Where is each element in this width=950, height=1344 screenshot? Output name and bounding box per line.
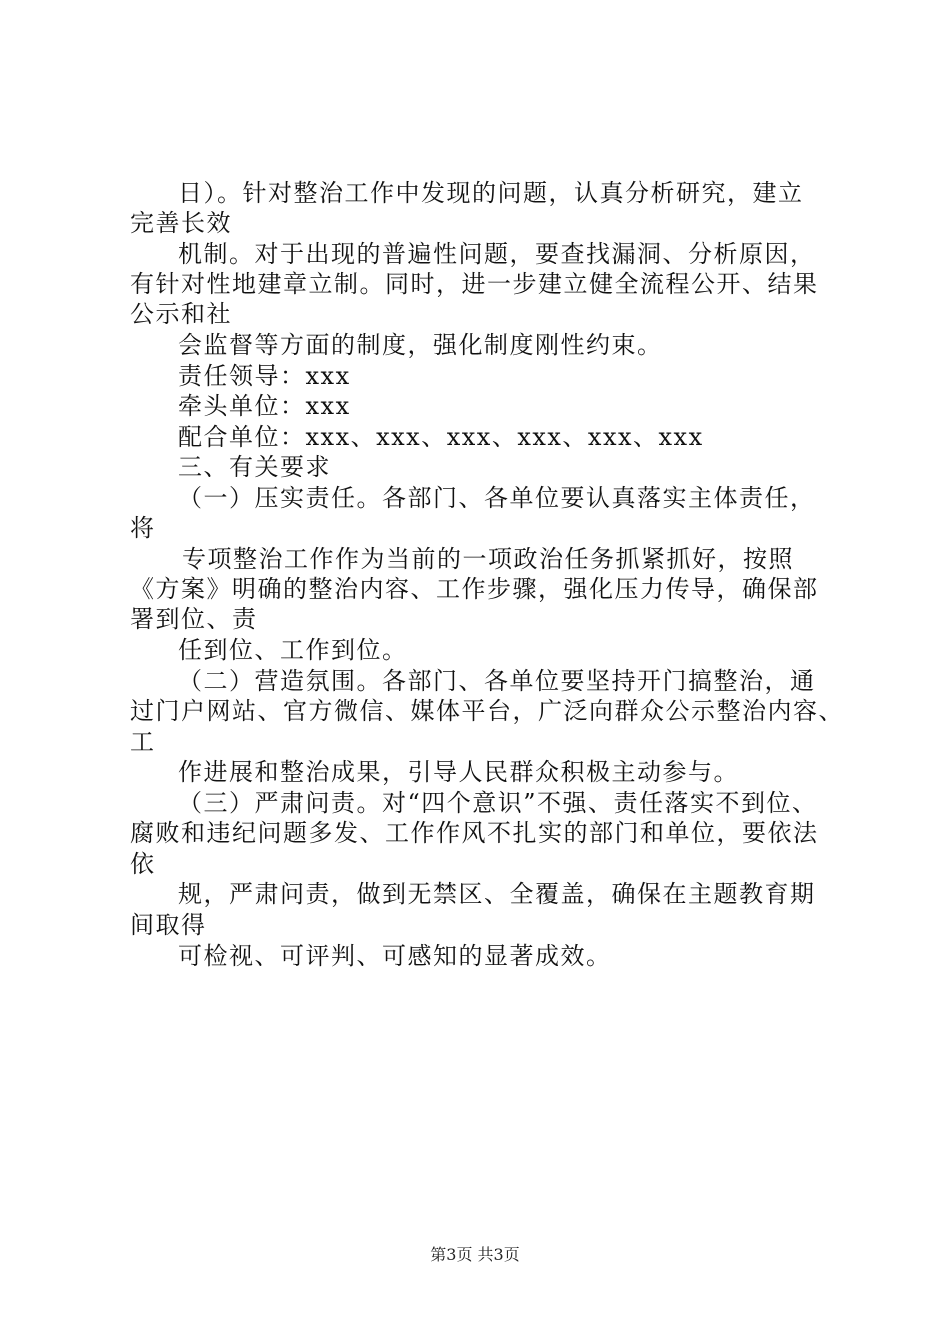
text-line: 机制。对于出现的普遍性问题，要查找漏洞、分析原因， bbox=[178, 240, 816, 268]
text-line: 将 bbox=[130, 514, 156, 542]
text-line: （一）压实责任。各部门、各单位要认真落实主体责任， bbox=[178, 484, 816, 512]
text-line: 工 bbox=[130, 728, 156, 756]
text-line: 公示和社 bbox=[130, 300, 232, 328]
text-line: 可检视、可评判、可感知的显著成效。 bbox=[178, 942, 612, 970]
text-line: 专项整治工作作为当前的一项政治任务抓紧抓好，按照 bbox=[182, 545, 794, 573]
text-line: 任到位、工作到位。 bbox=[178, 636, 408, 664]
cooperating-units: 配合单位：xxx、xxx、xxx、xxx、xxx、xxx bbox=[178, 423, 704, 451]
responsible-leader: 责任领导：xxx bbox=[178, 362, 351, 390]
text-line: 署到位、责 bbox=[130, 605, 258, 633]
text-line: 间取得 bbox=[130, 911, 207, 939]
text-line: 日）。针对整治工作中发现的问题，认真分析研究，建立 bbox=[178, 179, 804, 207]
text-line: 依 bbox=[130, 850, 156, 878]
text-line: 有针对性地建章立制。同时，进一步建立健全流程公开、结果 bbox=[130, 270, 819, 298]
text-line: 会监督等方面的制度，强化制度刚性约束。 bbox=[178, 331, 663, 359]
text-line: （二）营造氛围。各部门、各单位要坚持开门搞整治，通 bbox=[178, 667, 816, 695]
text-line: 作进展和整治成果，引导人民群众积极主动参与。 bbox=[178, 758, 739, 786]
text-line: 腐败和违纪问题多发、工作作风不扎实的部门和单位，要依法 bbox=[130, 819, 819, 847]
section-heading: 三、有关要求 bbox=[178, 453, 331, 481]
text-line: 过门户网站、官方微信、媒体平台，广泛向群众公示整治内容、 bbox=[130, 697, 844, 725]
text-line: 规，严肃问责，做到无禁区、全覆盖，确保在主题教育期 bbox=[178, 880, 816, 908]
text-line: （三）严肃问责。对“四个意识”不强、责任落实不到位、 bbox=[178, 789, 818, 817]
page-number-footer: 第3页 共3页 bbox=[430, 1245, 520, 1264]
text-line: 《方案》明确的整治内容、工作步骤，强化压力传导，确保部 bbox=[130, 575, 819, 603]
lead-unit: 牵头单位：xxx bbox=[178, 392, 351, 420]
text-line: 完善长效 bbox=[130, 209, 232, 237]
